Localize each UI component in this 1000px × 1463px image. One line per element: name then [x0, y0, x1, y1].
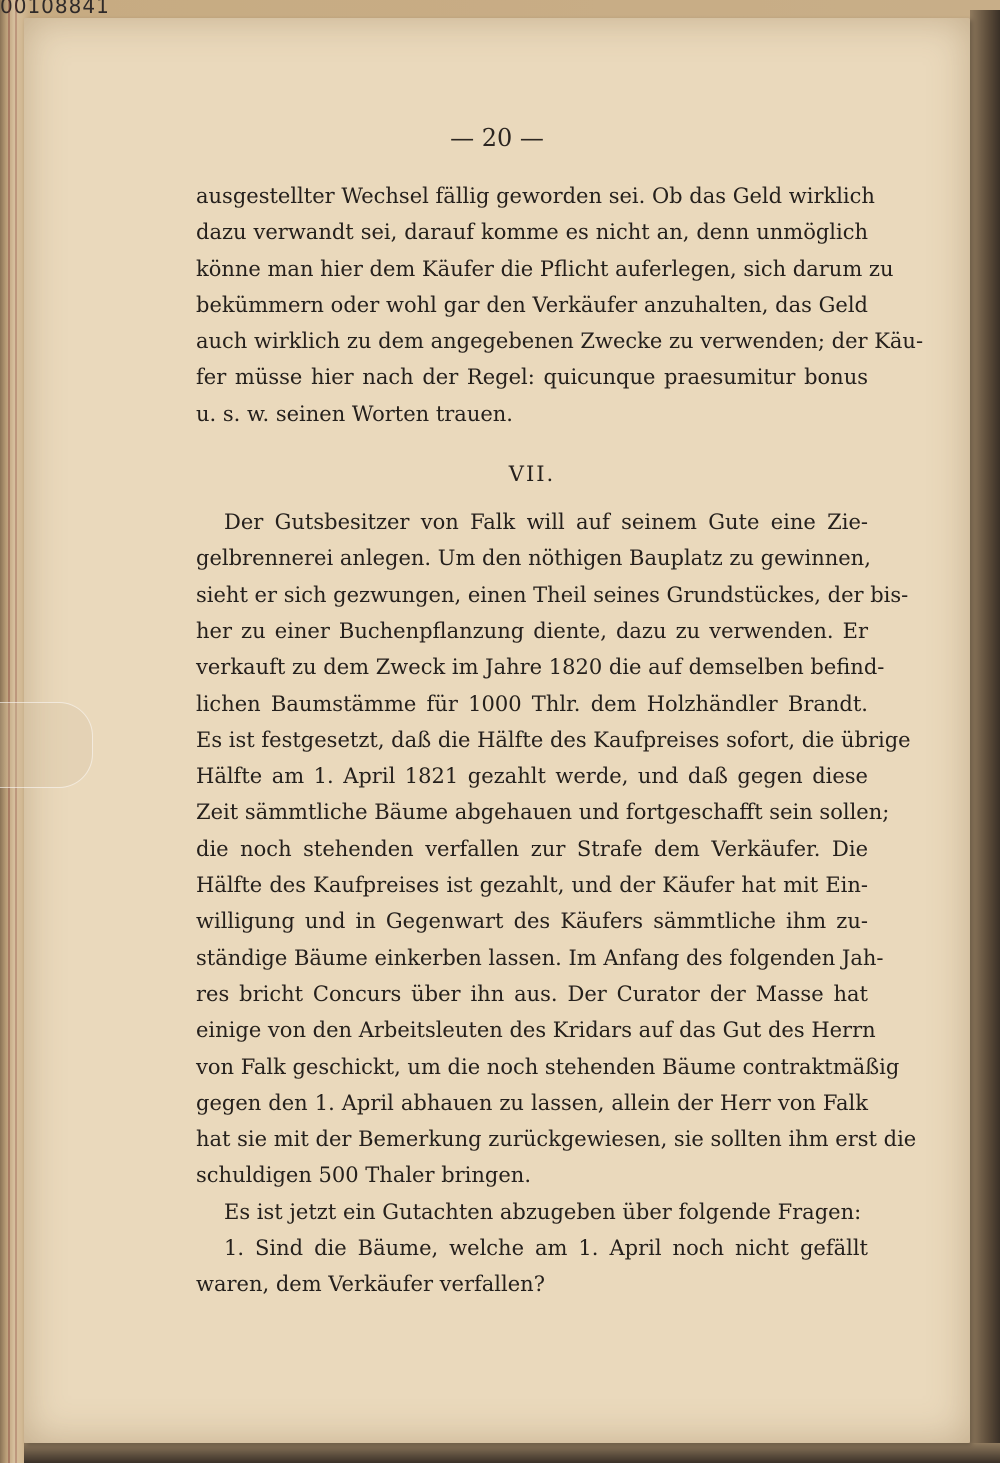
text-line: Hälfte am 1. April 1821 gezahlt werde, und daß gegen diese	[196, 764, 868, 789]
paragraph	[196, 178, 924, 432]
text-line: bekümmern oder wohl gar den Verkäufer anzuhalten, das Geld	[196, 292, 868, 317]
text-line: gegen den 1. April abhauen zu lassen, allein der Herr von Falk	[196, 1090, 868, 1115]
text-line: dazu verwandt sei, darauf komme es nicht an, denn unmöglich	[196, 220, 868, 245]
text-line: von Falk geschickt, um die noch stehenden Bäume contraktmäßig	[196, 1054, 900, 1079]
text-line: fer müsse hier nach der Regel: quicunque praesumitur bonus	[196, 365, 868, 390]
page-text	[196, 178, 924, 1303]
text-line: her zu einer Buchenpflanzung diente, dazu zu verwenden. Er	[196, 618, 868, 643]
text-line: die noch stehenden verfallen zur Strafe dem Verkäufer. Die	[196, 836, 868, 861]
text-line: ausgestellter Wechsel fällig geworden sei. Ob das Geld wirklich	[196, 184, 875, 208]
text-line: lichen Baumstämme für 1000 Thlr. dem Holzhändler Brandt.	[196, 691, 868, 716]
book-bottom-edge	[24, 1443, 1000, 1463]
text-line: waren, dem Verkäufer verfallen?	[196, 1272, 545, 1297]
text-line: hat sie mit der Bemerkung zurückgewiesen, sie sollten ihm erst die	[196, 1127, 917, 1152]
page-number: — 20 —	[450, 124, 544, 152]
text-line: res bricht Concurs über ihn aus. Der Curator der Masse hat	[196, 981, 868, 1006]
page-tab-marker	[0, 702, 93, 788]
text-line: verkauft zu dem Zweck im Jahre 1820 die auf demselben befind-	[196, 655, 885, 680]
paragraph	[196, 1230, 868, 1303]
text-line: sieht er sich gezwungen, einen Theil seines Grundstückes, der bis-	[196, 582, 909, 607]
text-line: Zeit sämmtliche Bäume abgehauen und fortgeschafft sein sollen;	[196, 800, 890, 825]
text-line: könne man hier dem Käufer die Pflicht auferlegen, sich darum zu	[196, 256, 894, 281]
text-line: einige von den Arbeitsleuten des Kridars auf das Gut des Herrn	[196, 1018, 876, 1043]
paragraph	[196, 1194, 868, 1230]
text-line: auch wirklich zu dem angegebenen Zwecke zu verwenden; der Käu-	[196, 329, 924, 354]
text-line: u. s. w. seinen Worten trauen.	[196, 401, 513, 426]
text-line: Es ist festgesetzt, daß die Hälfte des Kaufpreises sofort, die übrige	[196, 727, 911, 752]
text-line: Es ist jetzt ein Gutachten abzugeben über folgende Fragen:	[224, 1199, 862, 1224]
text-line: 1. Sind die Bäume, welche am 1. April noch nicht gefällt	[224, 1236, 868, 1261]
text-line: schuldigen 500 Thaler bringen.	[196, 1163, 531, 1188]
text-line: willigung und in Gegenwart des Käufers sämmtliche ihm zu-	[196, 909, 868, 934]
text-line: gelbrennerei anlegen. Um den nöthigen Bauplatz zu gewinnen,	[196, 546, 871, 571]
scan-corner-code: 00108841	[0, 0, 110, 18]
text-line: Hälfte des Kaufpreises ist gezahlt, und der Käufer hat mit Ein-	[196, 873, 868, 898]
paragraph	[196, 504, 917, 1194]
book-right-edge	[970, 10, 1000, 1450]
section-heading: VII.	[508, 462, 556, 487]
text-line: ständige Bäume einkerben lassen. Im Anfang des folgenden Jah-	[196, 945, 884, 970]
text-line: Der Gutsbesitzer von Falk will auf seinem Gute eine Zie-	[224, 510, 868, 535]
